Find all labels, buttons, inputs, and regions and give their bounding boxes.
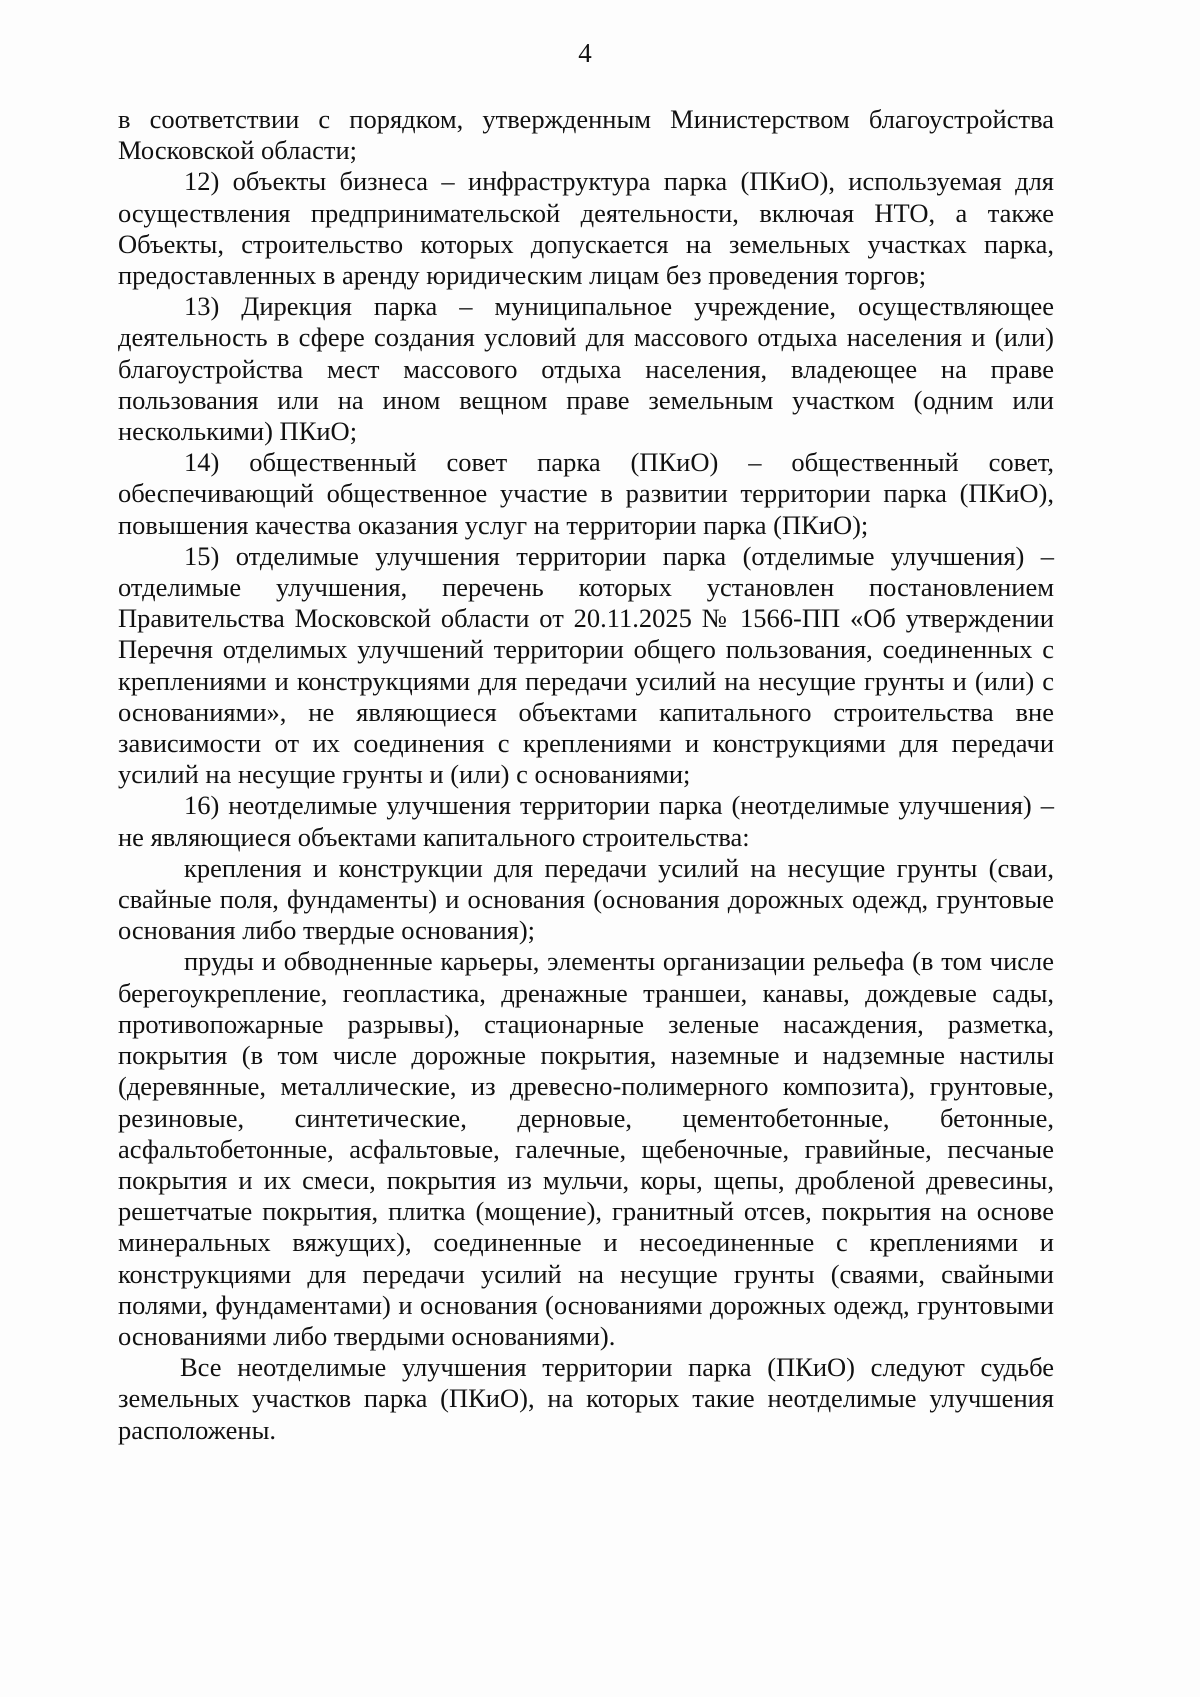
document-body bbox=[118, 104, 1054, 1446]
paragraph-closing: Все неотделимые улучшения территории парка (ПКиО) следуют судьбе земельных участков парка (ПКиО), на которых такие неотделимые улучшения расположены. bbox=[118, 1352, 1054, 1445]
paragraph-continuation: в соответствии с порядком, утвержденным Министерством благоустройства Московской области; bbox=[118, 104, 1054, 166]
paragraph-item-12: 12) объекты бизнеса – инфраструктура парка (ПКиО), используемая для осуществления предпринимательской деятельности, включая НТО, а также Объекты, строительство которых допускается на земельных участках парка, предоставленных в аренду юридическим лицам без проведения торгов; bbox=[118, 166, 1054, 291]
paragraph-ponds-and-coverings: пруды и обводненные карьеры, элементы организации рельефа (в том числе берегоукрепление, геопластика, дренажные траншеи, канавы, дождевые сады, противопожарные разрывы), стационарные зеленые насаждения, разметка, покрытия (в том числе дорожные покрытия, наземные и надземные настилы (деревянные, металлические, из древесно-полимерного композита), грунтовые, резиновые, синтетические, дерновые, цементобетонные, бетонные, асфальтобетонные, асфальтовые, галечные, щебеночные, гравийные, песчаные покрытия и их смеси, покрытия из мульчи, коры, щепы, дробленой древесины, решетчатые покрытия, плитка (мощение), гранитный отсев, покрытия на основе минеральных вяжущих), соединенные и несоединенные с креплениями и конструкциями для передачи усилий на несущие грунты (сваями, свайными полями, фундаментами) и основания (основаниями дорожных одежд, грунтовыми основаниями либо твердыми основаниями). bbox=[118, 946, 1054, 1351]
page-number: 4 bbox=[578, 38, 592, 68]
paragraph-foundations: крепления и конструкции для передачи усилий на несущие грунты (сваи, свайные поля, фундаменты) и основания (основания дорожных одежд, грунтовые основания либо твердые основания); bbox=[118, 852, 1054, 946]
paragraph-item-15: 15) отделимые улучшения территории парка (отделимые улучшения) – отделимые улучшения, перечень которых установлен постановлением Правительства Московской области от 20.11.2025 № 1566-ПП «Об утверждении Перечня отделимых улучшений территории общего пользования, соединенных с креплениями и конструкциями для передачи усилий на несущие грунты и (или) с основаниями», не являющиеся объектами капитального строительства вне зависимости от их соединения с креплениями и конструкциями для передачи усилий на несущие грунты и (или) с основаниями; bbox=[118, 540, 1054, 790]
paragraph-item-14: 14) общественный совет парка (ПКиО) – общественный совет, обеспечивающий общественное участие в развитии территории парка (ПКиО), повышения качества оказания услуг на территории парка (ПКиО); bbox=[118, 447, 1054, 540]
paragraph-item-16: 16) неотделимые улучшения территории парка (неотделимые улучшения) – не являющиеся объектами капитального строительства: bbox=[118, 790, 1054, 852]
paragraph-item-13: 13) Дирекция парка – муниципальное учреждение, осуществляющее деятельность в сфере создания условий для массового отдыха населения и (или) благоустройства мест массового отдыха населения, владеющее на праве пользования или на ином вещном праве земельным участком (одним или несколькими) ПКиО; bbox=[118, 291, 1054, 447]
